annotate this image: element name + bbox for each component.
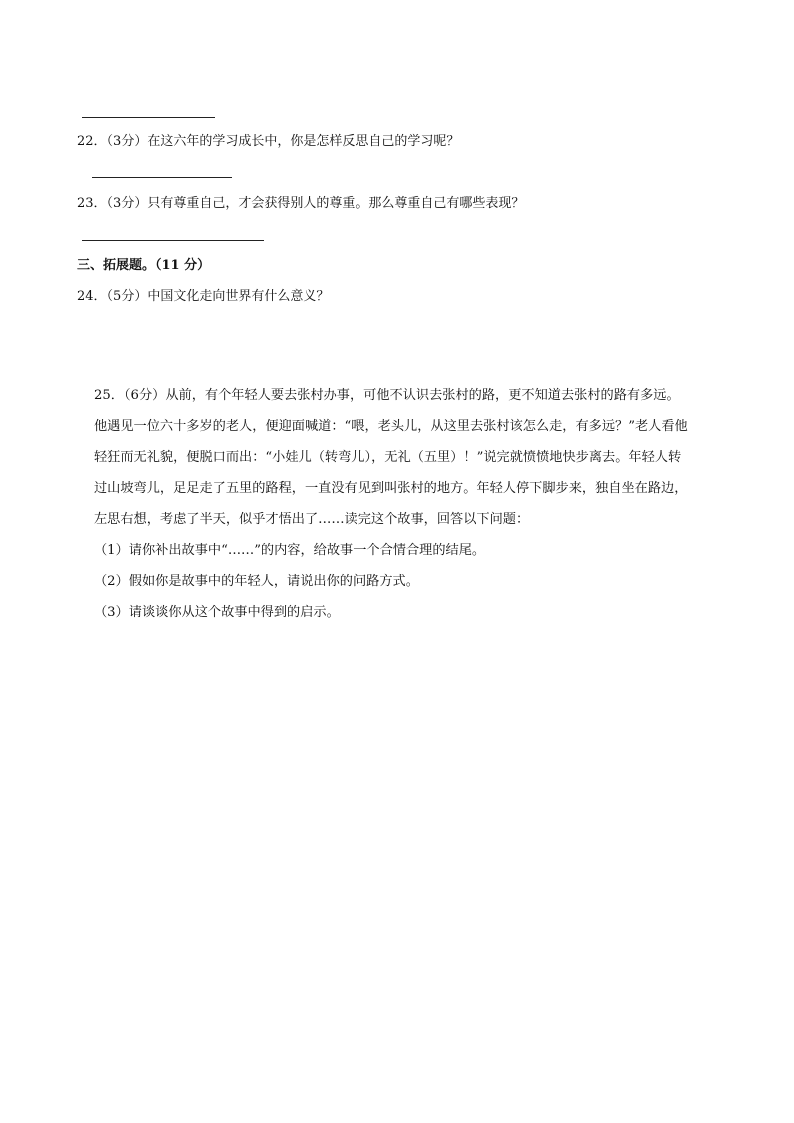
answer-line-q23 (82, 240, 264, 241)
question-25-line: 轻狂而无礼貌，便脱口而出：“小娃儿（转弯儿），无礼（五里）！”说完就愤愤地快步离去。年轻人转 (94, 450, 682, 465)
question-23: 23．（3分）只有尊重自己，才会获得别人的尊重。那么尊重自己有哪些表现？ (77, 196, 525, 211)
question-24: 24．（5分）中国文化走向世界有什么意义？ (77, 289, 330, 304)
question-22: 22．（3分）在这六年的学习成长中，你是怎样反思自己的学习呢？ (77, 134, 460, 149)
question-25-block (94, 380, 734, 628)
question-25-line: 25．（6分）从前，有个年轻人要去张村办事，可他不认识去张村的路，更不知道去张村的路有多远。 (94, 388, 680, 403)
question-25-line: 过山坡弯儿，足足走了五里的路程，一直没有见到叫张村的地方。年轻人停下脚步来，独自坐在路边， (94, 481, 688, 496)
question-25-line: 左思右想，考虑了半天，似乎才悟出了……读完这个故事，回答以下问题： (94, 512, 530, 527)
sub-question-3: （3）请谈谈你从这个故事中得到的启示。 (94, 605, 340, 620)
answer-line-q21 (82, 117, 215, 118)
sub-question-1: （1）请你补出故事中“……”的内容，给故事一个合情合理的结尾。 (94, 543, 486, 558)
section-heading-expansion: 三、拓展题。（11 分） (77, 258, 211, 273)
answer-line-q22 (92, 177, 232, 178)
question-25-line: 他遇见一位六十多岁的老人，便迎面喊道：“喂，老头儿，从这里去张村该怎么走，有多远？”老人看他 (94, 419, 688, 434)
sub-question-2: （2）假如你是故事中的年轻人，请说出你的问路方式。 (94, 574, 419, 589)
